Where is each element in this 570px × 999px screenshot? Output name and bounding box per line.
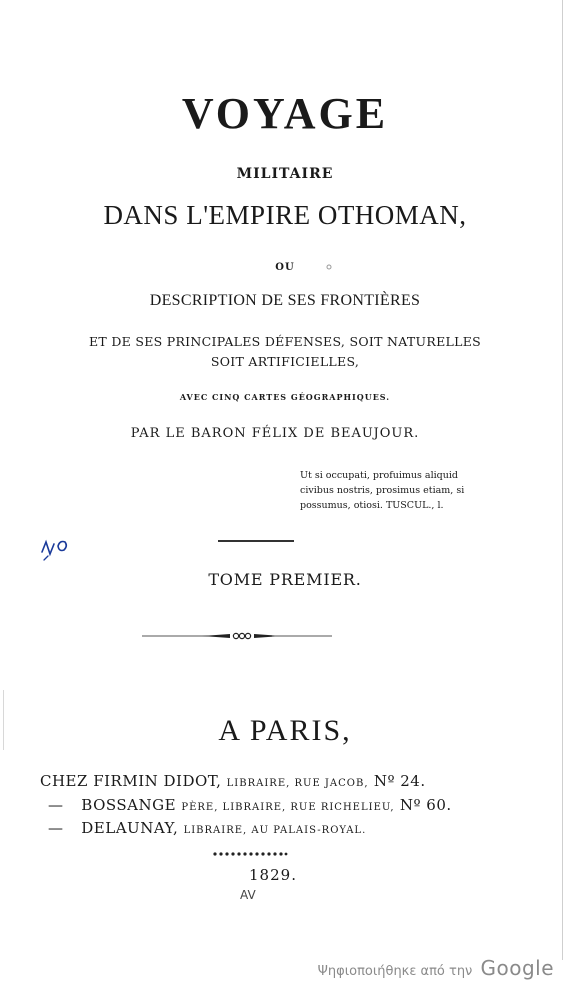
epigraph-line-1: Ut si occupati, profuimus aliquid <box>300 470 458 481</box>
publisher-prefix: CHEZ <box>40 772 88 790</box>
publisher-number: Nº 60. <box>399 796 452 814</box>
publisher-name: DELAUNAY, <box>81 819 179 837</box>
description-line-2: ET DE SES PRINCIPALES DÉFENSES, SOIT NATURELLES <box>88 334 481 349</box>
subtitle-line-1: MILITAIRE <box>236 166 334 182</box>
publisher-prefix: — <box>48 796 64 814</box>
description-line-1: DESCRIPTION DE SES FRONTIÈRES <box>149 292 421 309</box>
publisher-detail: PÈRE, LIBRAIRE, RUE RICHELIEU, <box>181 802 395 813</box>
subtitle-line-2: DANS L'EMPIRE OTHOMAN, <box>103 200 467 230</box>
digitized-notice <box>318 956 554 980</box>
publisher-prefix: — <box>48 819 64 837</box>
publisher-detail: LIBRAIRE, AU PALAIS-ROYAL. <box>183 825 367 836</box>
divider-rule <box>218 540 294 542</box>
ornamental-divider <box>142 632 332 640</box>
handwritten-mark <box>38 530 80 564</box>
epigraph-line-3: possumus, otiosi. TUSCUL., l. <box>300 500 444 511</box>
description-line-3: SOIT ARTIFICIELLES, <box>210 354 360 369</box>
publisher-line-1 <box>40 772 426 790</box>
ink-speck-icon <box>325 263 333 271</box>
imprint-city: A PARIS, <box>218 714 352 747</box>
book-title: VOYAGE <box>181 89 389 138</box>
author-line: PAR LE BARON FÉLIX DE BEAUJOUR. <box>130 426 420 441</box>
google-logo: Google <box>480 956 554 980</box>
publication-year: 1829. <box>249 866 297 884</box>
volume-label: TOME PREMIER. <box>208 570 362 589</box>
maps-note: AVEC CINQ CARTES GÉOGRAPHIQUES. <box>179 392 391 402</box>
publisher-line-2 <box>48 796 452 814</box>
publisher-detail: LIBRAIRE, RUE JACOB, <box>226 778 369 789</box>
shelfmark: AV <box>240 888 256 902</box>
dotted-ornament <box>212 851 288 857</box>
publisher-number: Nº 24. <box>373 772 426 790</box>
conjunction-ou: OU <box>275 262 295 273</box>
digitized-text: Ψηφιοποιήθηκε από την <box>317 964 473 979</box>
page-edge-line <box>562 0 563 960</box>
publisher-line-3 <box>48 819 366 837</box>
publisher-name: FIRMIN DIDOT, <box>93 772 222 790</box>
epigraph-quote <box>300 468 480 513</box>
publisher-name: BOSSANGE <box>81 796 177 814</box>
epigraph-line-2: civibus nostris, prosimus etiam, si <box>300 485 465 496</box>
